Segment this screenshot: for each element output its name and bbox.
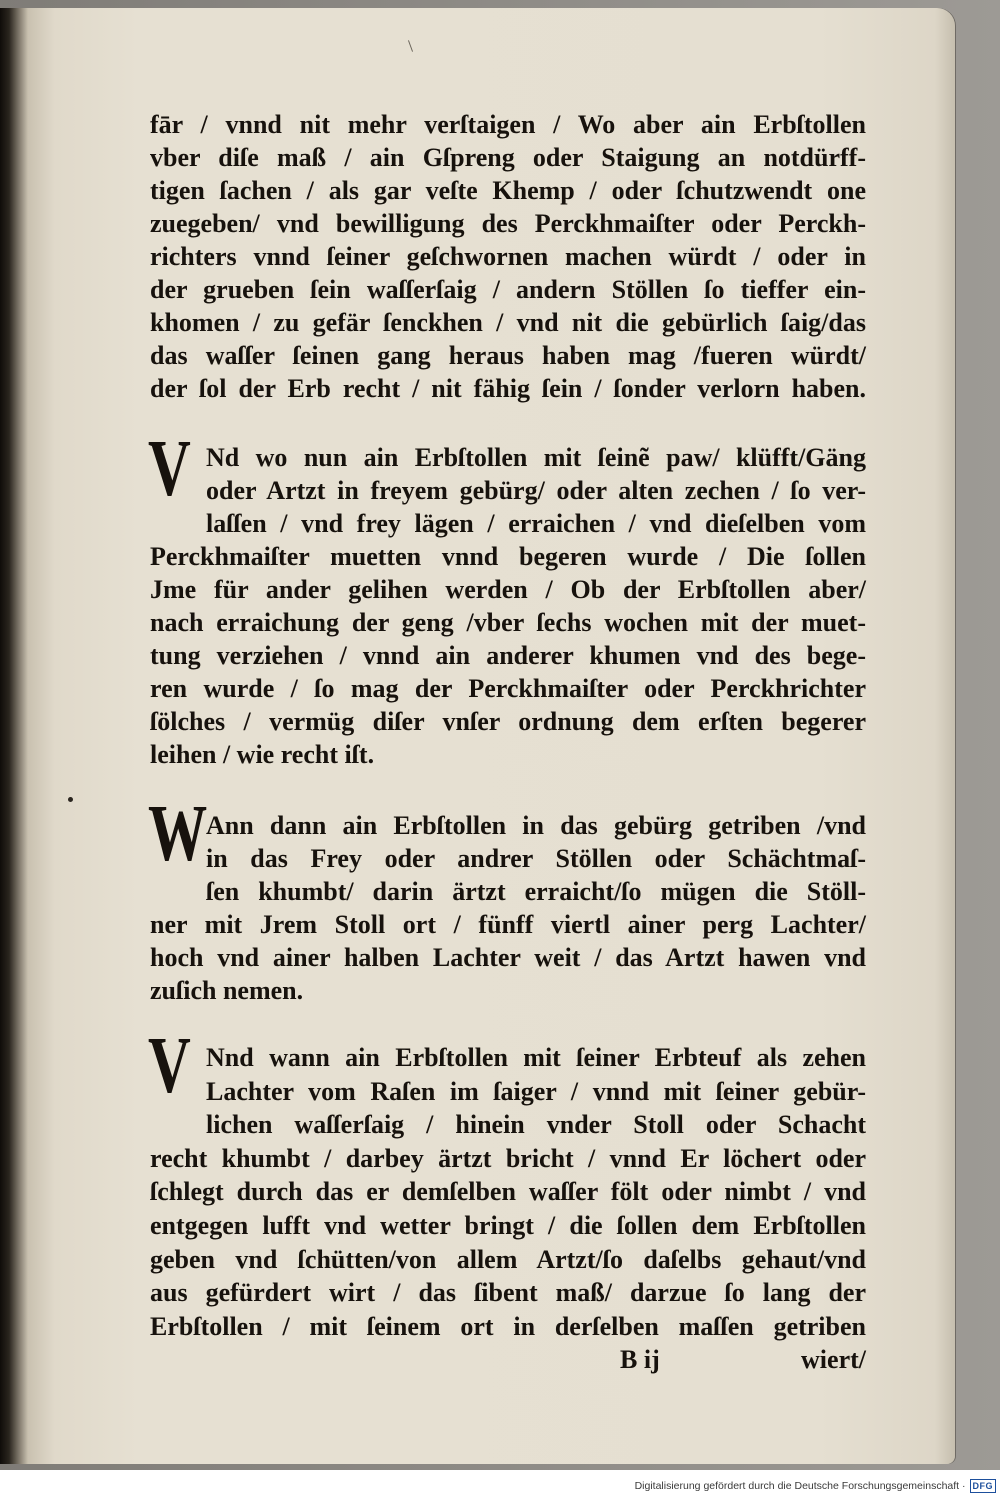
text-line: zuegeben/ vnd bewilligung des Perckhmaiſter oder Perckh- xyxy=(150,209,866,238)
text-line: geben vnd ſchütten/von allem Artzt/ſo daſelbs gehaut/vnd xyxy=(150,1244,866,1274)
text-line: Lachter vom Raſen im ſaiger / vnnd mit ſeiner gebür- xyxy=(206,1076,866,1106)
signature-mark: B ij xyxy=(620,1345,660,1375)
text-line: in das Frey oder andrer Stöllen oder Schächtmaſ- xyxy=(206,844,866,873)
drop-cap: V xyxy=(148,1022,191,1110)
drop-cap: W xyxy=(148,790,208,878)
footer xyxy=(635,1478,996,1494)
text-line: Perckhmaiſter muetten vnnd begeren wurde / Die ſollen xyxy=(150,542,866,571)
text-line: oder Artzt in freyem gebürg/ oder alten zechen / ſo ver- xyxy=(206,476,866,505)
text-line: nach erraichung der geng /vber ſechs wochen mit der muet- xyxy=(150,608,866,637)
text-line: khomen / zu gefär ſenckhen / vnd nit die gebürlich ſaig/das xyxy=(150,308,866,337)
text-line: tigen ſachen / als gar veſte Khemp / oder ſchutzwendt one xyxy=(150,176,866,205)
text-line: ſen khumbt/ darin ärtzt erraicht/ſo mügen die Stöll- xyxy=(206,877,866,906)
text-line: fār / vnnd nit mehr verſtaigen / Wo aber ain Erbſtollen xyxy=(150,110,866,139)
text-line: entgegen lufft vnd wetter bringt / die ſollen dem Erbſtollen xyxy=(150,1210,866,1240)
text-line: lichen waſſerſaig / hinein vnder Stoll oder Schacht xyxy=(206,1110,866,1140)
catchword: wiert/ xyxy=(801,1345,866,1375)
text-line: Ann dann ain Erbſtollen in das gebürg getriben /vnd xyxy=(206,811,866,840)
text-line: richters vnnd ſeiner geſchwornen machen würdt / oder in xyxy=(150,242,866,271)
ink-spot xyxy=(68,797,73,802)
text-line: ren wurde / ſo mag der Perckhmaiſter oder Perckhrichter xyxy=(150,674,866,703)
text-line: aus gefürdert wirt / das ſibent maß/ darzue ſo lang der xyxy=(150,1278,866,1308)
text-line: das waſſer ſeinen gang heraus haben mag /fueren würdt/ xyxy=(150,341,866,370)
paragraph-4 xyxy=(150,1041,866,1377)
text-line: recht khumbt / darbey ärtzt bricht / vnnd Er löchert oder xyxy=(150,1143,866,1173)
dfg-logo: DFG xyxy=(970,1479,997,1493)
text-line: ner mit Jrem Stoll ort / fünff viertl ainer perg Lachter/ xyxy=(150,910,866,939)
text-line: laſſen / vnd frey lägen / erraichen / vnd dieſelben vom xyxy=(206,509,866,538)
text-line: Erbſtollen / mit ſeinem ort in derſelben maſſen getriben xyxy=(150,1311,866,1341)
digitization-credit: Digitalisierung gefördert durch die Deutsche Forschungsgemeinschaft · xyxy=(634,1480,966,1492)
text-line: tung verziehen / vnnd ain anderer khumen vnd des bege- xyxy=(150,641,866,670)
paragraph-3 xyxy=(150,809,866,1007)
text-line: Nnd wann ain Erbſtollen mit ſeiner Erbteuf als zehen xyxy=(206,1043,866,1072)
text-line: Nd wo nun ain Erbſtollen mit ſeinẽ paw/ klüfft/Gäng xyxy=(206,443,866,472)
text-line: zuſich nemen. xyxy=(150,976,304,1005)
text-line: ſchlegt durch das er demſelben waſſer fölt oder nimbt / vnd xyxy=(150,1177,866,1207)
text-line: leihen / wie recht iſt. xyxy=(150,740,375,769)
drop-cap: V xyxy=(148,425,191,513)
text-line: hoch vnd ainer halben Lachter weit / das Artzt hawen vnd xyxy=(150,943,866,972)
paragraph-1 xyxy=(150,108,866,405)
text-line: der grueben ſein waſſerſaig / andern Stöllen ſo tieffer ein- xyxy=(150,275,866,304)
text-line: der ſol der Erb recht / nit fähig ſein / ſonder verlorn haben. xyxy=(150,374,866,403)
text-line: Jme für ander gelihen werden / Ob der Erbſtollen aber/ xyxy=(150,575,866,604)
paragraph-2 xyxy=(150,441,866,771)
catchword-row xyxy=(150,1343,866,1377)
text-line: ſölches / vermüg diſer vnſer ordnung dem erſten begerer xyxy=(150,707,866,736)
text-line: vber diſe maß / ain Gſpreng oder Staigung an notdürff- xyxy=(150,143,866,172)
